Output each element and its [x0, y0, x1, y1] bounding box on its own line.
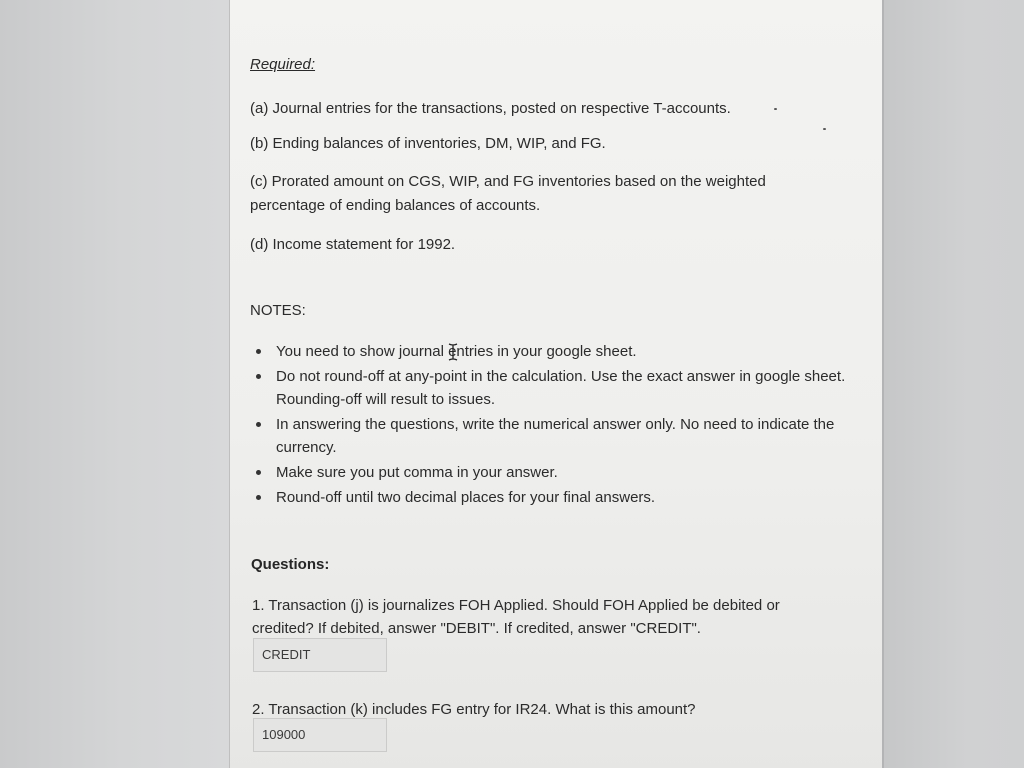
notes-list	[256, 340, 856, 511]
notes-item: Do not round-off at any-point in the calculation. Use the exact answer in google sheet. Rounding-off will result to issues.	[256, 365, 856, 411]
bullet-icon	[256, 495, 261, 500]
desk-background-right	[884, 0, 1024, 768]
notes-item: You need to show journal entries in your google sheet.	[256, 340, 856, 363]
text-cursor-icon	[448, 343, 458, 361]
bullet-icon	[256, 470, 261, 475]
bullet-icon	[256, 349, 261, 354]
bullet-icon	[256, 422, 261, 427]
required-item-b: (b) Ending balances of inventories, DM, WIP, and FG.	[250, 135, 606, 152]
question-2-answer-field[interactable]: 109000	[253, 718, 387, 752]
notes-item: Round-off until two decimal places for your final answers.	[256, 486, 856, 509]
question-2-text: 2. Transaction (k) includes FG entry for IR24. What is this amount?	[252, 701, 696, 718]
notes-item: In answering the questions, write the numerical answer only. No need to indicate the currency.	[256, 413, 856, 459]
required-item-c: (c) Prorated amount on CGS, WIP, and FG inventories based on the weighted percentage of ending balances of accounts.	[250, 173, 766, 214]
notes-heading: NOTES:	[250, 302, 306, 319]
notes-item: Make sure you put comma in your answer.	[256, 461, 856, 484]
questions-heading: Questions:	[251, 556, 330, 573]
required-heading: Required:	[250, 56, 316, 73]
bullet-icon	[256, 374, 261, 379]
required-item-d: (d) Income statement for 1992.	[250, 236, 456, 253]
question-1-answer-field[interactable]: CREDIT	[253, 638, 387, 672]
dust-speck	[774, 108, 777, 110]
question-1-text: 1. Transaction (j) is journalizes FOH Applied. Should FOH Applied be debited or credited? If debited, answer "DEBIT". If credited, answer "CREDIT".	[252, 597, 780, 637]
dust-speck	[823, 128, 826, 130]
required-item-a: (a) Journal entries for the transactions, posted on respective T-accounts.	[250, 100, 731, 117]
